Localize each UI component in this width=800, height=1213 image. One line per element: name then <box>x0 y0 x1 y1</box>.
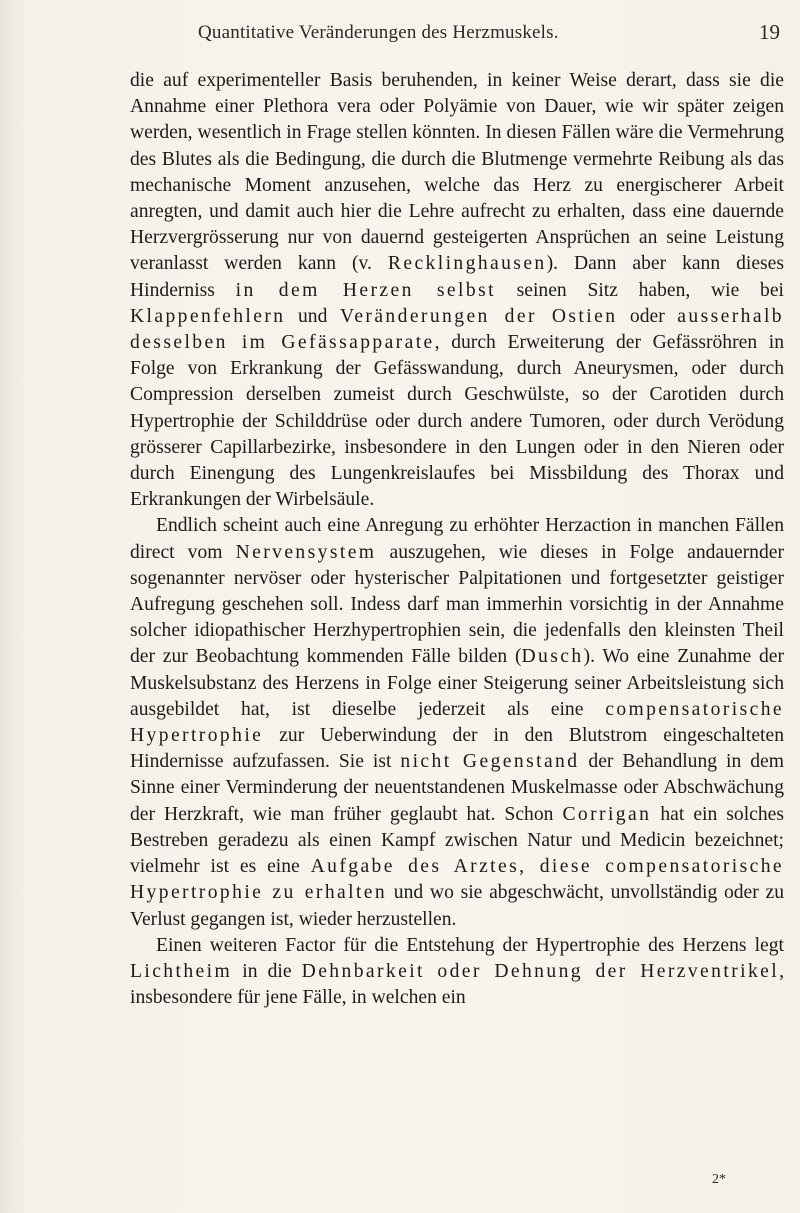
spaced-emphasis: compensatorische Hypertrophie <box>130 698 784 747</box>
text-run: , durch Erweiterung der Gefässröhren in Folge von Erkrankung der Gefässwandung, durch Aneurysmen, oder durch Compression derselben zumeist durch Geschwülste, so der Carotiden durch Hypertrophie der Schilddrüse oder durch andere Tumoren, oder durch Verödung grösserer Capillarbezirke, insbesondere in den Lungen oder in den Nieren oder durch Einengung des Lungenkreislaufes bei Missbildung des Thorax und Erkrankungen der Wirbelsäule. <box>130 332 785 511</box>
spaced-emphasis: in dem Herzen selbst <box>235 279 496 301</box>
text-run: ). Dann aber kann dieses Hinderniss <box>130 253 784 301</box>
text-run: hat ein solches Bestreben geradezu als einen Kampf zwischen Natur und Medicin bezeichnet; vielmehr ist es eine <box>130 803 784 878</box>
spaced-emphasis: nicht Gegenstand <box>400 751 580 773</box>
text-run: der Behandlung in dem Sinne einer Verminderung der neuentstandenen Muskelmasse oder Abschwächung der Herzkraft, wie man früher geglaubt hat. Schon <box>130 751 784 825</box>
text-run: Endlich scheint auch eine Anregung zu erhöhter Herzaction in manchen Fällen direct vom <box>130 515 784 563</box>
spaced-emphasis: ausserhalb desselben im Gefässapparate <box>130 305 784 354</box>
text-run: zur Ueberwindung der in den Blutstrom eingeschalteten Hindernisse aufzufassen. Sie ist <box>130 725 784 773</box>
text-run: und <box>285 305 340 327</box>
body-text <box>130 68 784 1011</box>
text-run: und wo sie abgeschwächt, unvollständig oder zu Verlust gegangen ist, wieder herzustellen. <box>130 882 784 930</box>
text-run: auszugehen, wie dieses in Folge andauernder sogenannter nervöser oder hysterischer Palpitationen und fortgesetzter geistiger Aufregung geschehen soll. Indess darf man immerhin vorsichtig in der Annahme solcher idiopathischer Herzhypertrophien sein, die jedenfalls den kleinsten Theil der zur Beobachtung kommenden Fälle bilden ( <box>130 541 784 668</box>
text-run: die auf experimenteller Basis beruhenden, in keiner Weise derart, dass sie die Annahme einer Plethora vera oder Polyämie von Dauer, wie wir später zeigen werden, wesentlich in Frage stellen könnten. In diesen Fällen wäre die Vermehrung des Blutes als die Bedingung, die durch die Blutmenge vermehrte Reibung als das mechanische Moment anzusehen, welche das Herz zu energischerer Arbeit anregten, und damit auch hier die Lehre aufrecht zu erhalten, dass eine dauernde Herzvergrösserung nur von dauernd gesteigerten Ansprüchen an seine Leistung veranlasst werden kann (v. <box>130 70 784 275</box>
spaced-emphasis: Dehnbarkeit oder Dehnung der Herzventrikel <box>301 960 780 982</box>
running-title: Quantitative Veränderungen des Herzmuskels. <box>198 22 559 43</box>
text-run: , insbesondere für jene Fälle, in welchen ein <box>130 960 785 1009</box>
spaced-emphasis: Klappenfehlern <box>130 305 286 327</box>
page-number: 19 <box>759 20 780 44</box>
spaced-emphasis: Nervensystem <box>235 541 377 563</box>
paragraph-1 <box>130 68 784 513</box>
spaced-name: Dusch <box>521 646 584 668</box>
paragraph-3 <box>130 933 784 1012</box>
text-run: seinen Sitz haben, wie bei <box>495 279 784 301</box>
text-run: Einen weiteren Factor für die Entstehung der Hypertrophie des Herzens legt <box>156 934 784 956</box>
text-run: ). Wo eine Zunahme der Muskelsubstanz des Herzens in Folge einer Steigerung seiner Arbeitsleistung sich ausgebildet hat, ist dieselbe jederzeit als eine <box>130 646 784 720</box>
spaced-emphasis: Veränderungen der Ostien <box>339 305 618 327</box>
spaced-name: Corrigan <box>562 803 652 825</box>
paragraph-2 <box>130 513 784 932</box>
text-run: oder <box>617 305 678 327</box>
spaced-name: Recklinghausen <box>387 253 547 275</box>
page-header <box>130 20 782 50</box>
spaced-name: Lichtheim <box>130 960 233 982</box>
spaced-emphasis: Aufgabe des Arztes, diese compensatorische Hypertrophie zu erhalten <box>130 856 785 904</box>
text-run: in die <box>232 960 302 982</box>
signature-mark: 2* <box>712 1172 726 1187</box>
